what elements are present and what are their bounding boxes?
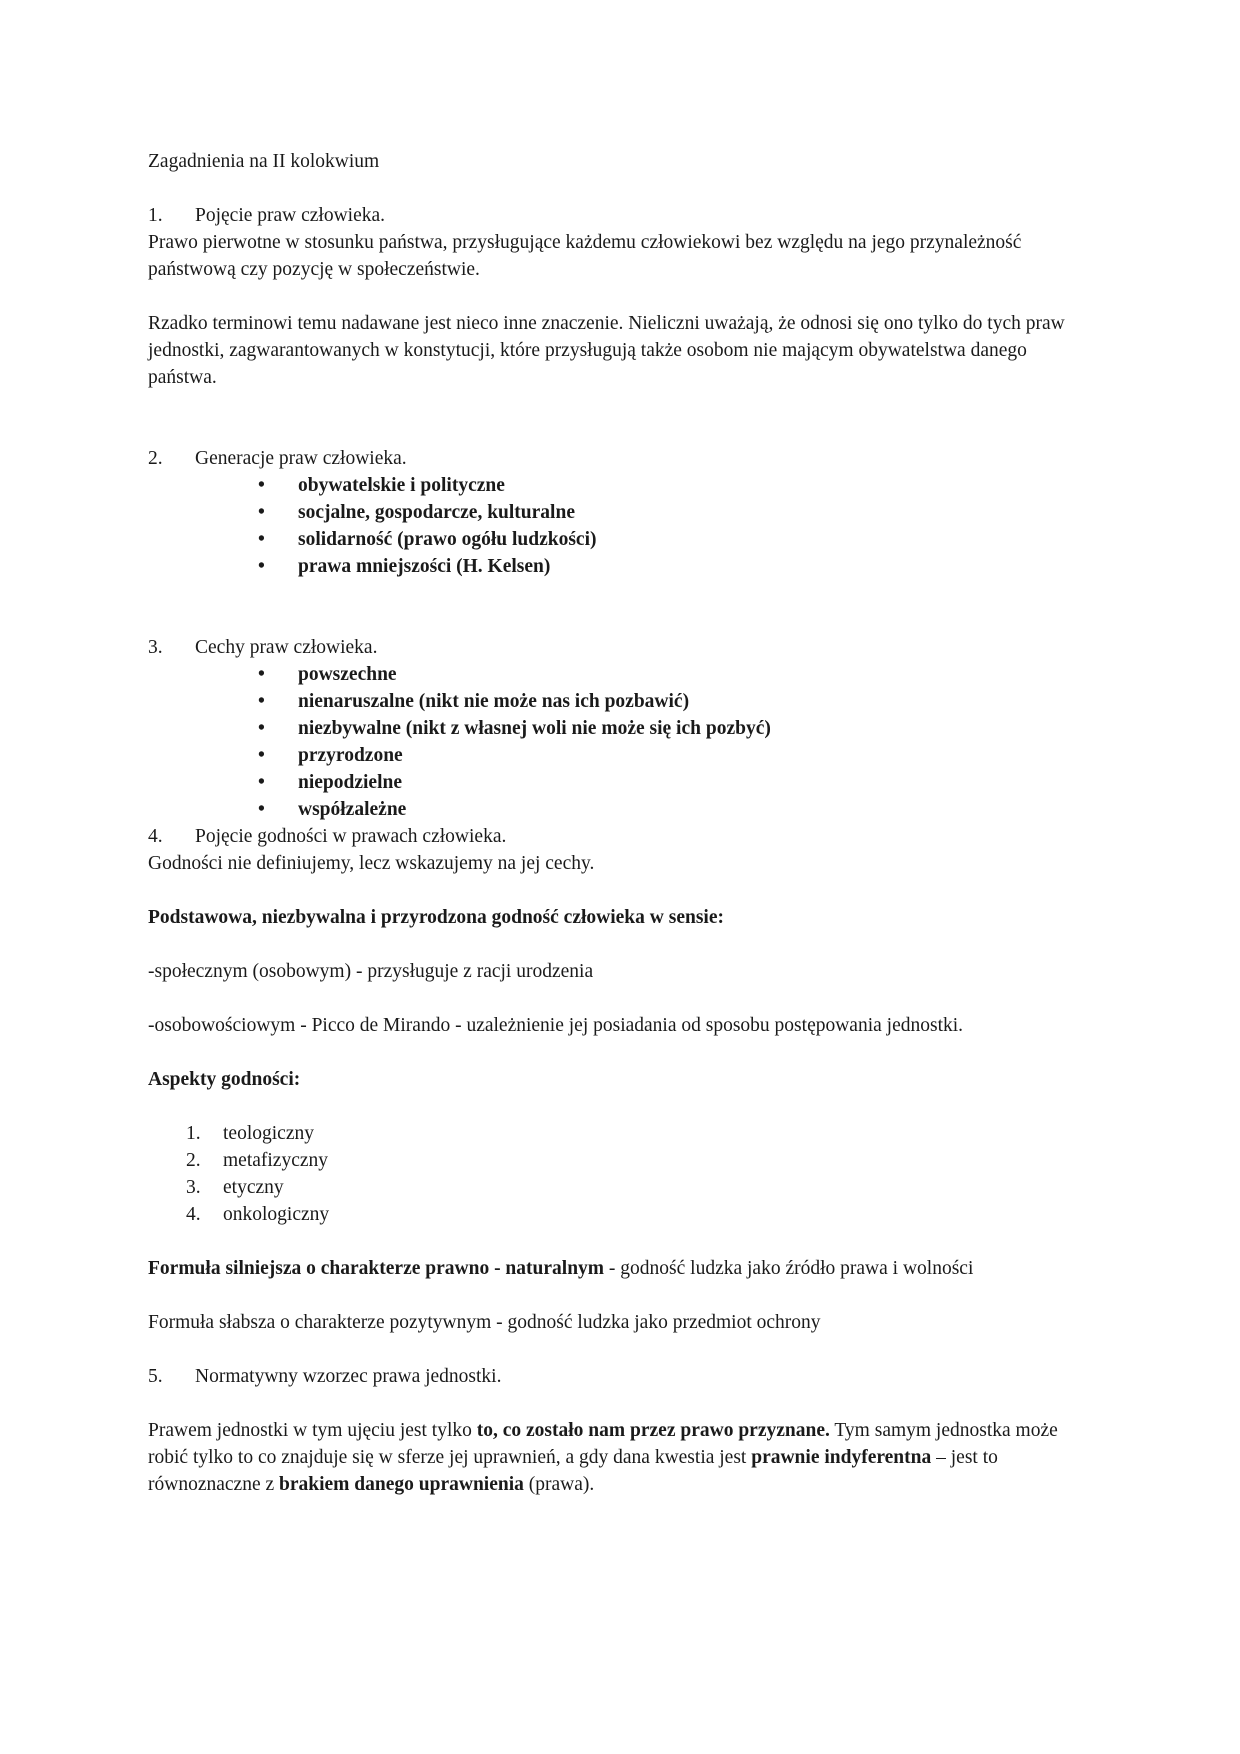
generations-list: [148, 472, 1098, 580]
list-item: • prawa mniejszości (H. Kelsen): [148, 553, 1098, 580]
list-item: [148, 1201, 1098, 1228]
section-3-title: Cechy praw człowieka.: [195, 637, 378, 658]
features-list: [148, 661, 1098, 823]
text-run: Prawem jednostki w tym ujęciu jest tylko: [148, 1420, 477, 1441]
list-item: • socjalne, gospodarcze, kulturalne: [148, 499, 1098, 526]
list-item: [148, 1120, 1098, 1147]
formula-strong: [148, 1255, 1098, 1282]
aspect-number: 2.: [186, 1150, 201, 1171]
text-run: Tym samym jednostka może robić tylko to co znajduje się w sferze jej uprawnień, a gdy dana kwestia jest: [148, 1420, 1058, 1468]
aspect-label: metafizyczny: [223, 1150, 329, 1171]
list-item: • obywatelskie i polityczne: [148, 472, 1098, 499]
aspect-number: 1.: [186, 1123, 201, 1144]
dignity-sense-personal: -osobowościowym - Picco de Mirando - uzależnienie jej posiadania od sposobu postępowania jednostki.: [148, 1015, 964, 1036]
text-run-bold: to, co zostało nam przez prawo przyznane.: [476, 1420, 830, 1441]
aspects-heading-text: Aspekty godności:: [148, 1069, 301, 1090]
aspect-label: etyczny: [223, 1177, 284, 1198]
dignity-bold-heading-text: Podstawowa, niezbywalna i przyrodzona godność człowieka w sensie:: [148, 907, 724, 928]
formula-strong-bold: Formuła silniejsza o charakterze prawno - naturalnym: [148, 1258, 605, 1279]
aspect-label: teologiczny: [223, 1123, 314, 1144]
list-item: • powszechne: [148, 661, 1098, 688]
section-5-title: Normatywny wzorzec prawa jednostki.: [195, 1366, 502, 1387]
section-5-number: 5.: [148, 1366, 163, 1387]
aspect-number: 3.: [186, 1177, 201, 1198]
section-3-heading: [148, 634, 1098, 661]
aspect-number: 4.: [186, 1204, 201, 1225]
section-4-heading: [148, 823, 1098, 850]
dignity-bold-heading: [148, 904, 1098, 931]
dignity-sense-social: -społecznym (osobowym) - przysługuje z racji urodzenia: [148, 961, 594, 982]
aspects-list: [148, 1120, 1098, 1228]
text-run: – jest to równoznaczne z: [148, 1447, 998, 1495]
section-4-number: 4.: [148, 826, 163, 847]
section-4-title: Pojęcie godności w prawach człowieka.: [195, 826, 507, 847]
list-item: • przyrodzone: [148, 742, 1098, 769]
list-item: • solidarność (prawo ogółu ludzkości): [148, 526, 1098, 553]
section-2-heading: [148, 445, 1098, 472]
section-1-number: 1.: [148, 205, 163, 226]
formula-weak: Formuła słabsza o charakterze pozytywnym - godność ludzka jako przedmiot ochrony: [148, 1312, 821, 1333]
section-2-title: Generacje praw człowieka.: [195, 448, 407, 469]
section-1-heading: [148, 202, 1098, 229]
section-5-paragraph: [148, 1417, 1098, 1498]
list-item: • niepodzielne: [148, 769, 1098, 796]
section-2-number: 2.: [148, 448, 163, 469]
section-3-number: 3.: [148, 637, 163, 658]
text-run-bold: brakiem danego uprawnienia: [279, 1474, 524, 1495]
list-item: • niezbywalne (nikt z własnej woli nie może się ich pozbyć): [148, 715, 1098, 742]
document-title: Zagadnienia na II kolokwium: [148, 151, 380, 172]
list-item: [148, 1174, 1098, 1201]
section-1-title: Pojęcie praw człowieka.: [195, 205, 386, 226]
document-page: [148, 148, 1098, 1498]
aspect-label: onkologiczny: [223, 1204, 330, 1225]
section-4-intro: Godności nie definiujemy, lecz wskazujemy na jej cechy.: [148, 853, 595, 874]
section-1-paragraph-1: Prawo pierwotne w stosunku państwa, przysługujące każdemu człowiekowi bez względu na jego przynależność państwową czy pozycję w społeczeństwie.: [148, 232, 1022, 280]
formula-strong-rest: - godność ludzka jako źródło prawa i wolności: [604, 1258, 974, 1279]
list-item: [148, 1147, 1098, 1174]
list-item: • nienaruszalne (nikt nie może nas ich pozbawić): [148, 688, 1098, 715]
text-run-bold: prawnie indyferentna: [751, 1447, 932, 1468]
list-item: • współzależne: [148, 796, 1098, 823]
aspects-heading: [148, 1066, 1098, 1093]
text-run: (prawa).: [523, 1474, 595, 1495]
section-5-heading: [148, 1363, 1098, 1390]
section-1-paragraph-2: Rzadko terminowi temu nadawane jest nieco inne znaczenie. Nieliczni uważają, że odnosi się ono tylko do tych praw jednostki, zagwarantowanych w konstytucji, które przysługują także osobom nie mającym obywatelstwa danego państwa.: [148, 313, 1065, 388]
